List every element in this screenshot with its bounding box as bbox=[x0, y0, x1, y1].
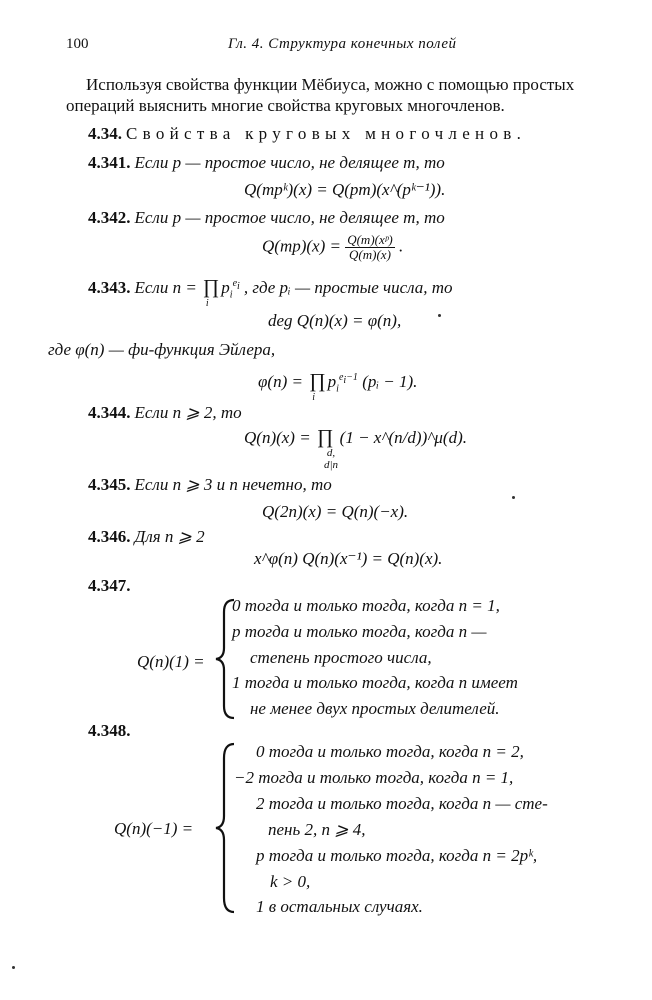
case-line: 1 тогда и только тогда, когда n имеет bbox=[232, 673, 518, 692]
euler-formula bbox=[258, 370, 418, 403]
case-line: степень простого числа, bbox=[250, 648, 432, 667]
prop-4-343 bbox=[88, 276, 453, 309]
formula-4-347-lhs: Q(n)(1) = bbox=[137, 652, 205, 671]
case-line: p тогда и только тогда, когда n = 2pᵏ, bbox=[256, 846, 538, 865]
prop-4-344 bbox=[88, 403, 242, 423]
prop-4-342 bbox=[88, 208, 445, 228]
product-symbol: ∏ i bbox=[202, 276, 220, 309]
intro-line-2: операций выяснить многие свойства круговых многочленов. bbox=[66, 96, 505, 115]
scan-speck bbox=[12, 966, 15, 969]
euler-line: где φ(n) — фи-функция Эйлера, bbox=[48, 340, 276, 359]
prop-number: 4.343. bbox=[88, 278, 131, 297]
product-symbol: ∏ i bbox=[309, 370, 326, 403]
scan-speck bbox=[512, 496, 515, 499]
case-line: 2 тогда и только тогда, когда n — сте- bbox=[256, 794, 548, 813]
case-line: 0 тогда и только тогда, когда n = 2, bbox=[256, 742, 524, 761]
denominator: Q(m)(x) bbox=[349, 247, 391, 262]
case-line: не менее двух простых делителей. bbox=[250, 699, 500, 718]
scan-speck bbox=[438, 314, 441, 317]
case-line: k > 0, bbox=[270, 872, 311, 891]
formula-4-342 bbox=[262, 233, 403, 262]
fraction bbox=[345, 233, 395, 262]
period: . bbox=[399, 236, 404, 256]
case-line: 0 тогда и только тогда, когда n = 1, bbox=[232, 596, 500, 615]
prop-4-345 bbox=[88, 475, 332, 495]
prop-text-b: , где pᵢ — простые числа, то bbox=[243, 278, 453, 297]
prop-4-346 bbox=[88, 527, 205, 547]
left-brace-icon bbox=[212, 598, 242, 720]
prop-number-4-347: 4.347. bbox=[88, 576, 131, 595]
prop-4-341 bbox=[88, 153, 445, 173]
prop-number-4-348: 4.348. bbox=[88, 721, 131, 740]
case-line: −2 тогда и только тогда, когда n = 1, bbox=[234, 768, 514, 787]
formula-4-344 bbox=[244, 428, 467, 448]
formula-4-345: Q(2n)(x) = Q(n)(−x). bbox=[262, 502, 409, 521]
formula-rhs: (1 − x^(n/d))^μ(d). bbox=[339, 428, 468, 447]
prop-text: Для n ⩾ 2 bbox=[134, 527, 205, 546]
prop-number: 4.342. bbox=[88, 208, 131, 227]
page-number: 100 bbox=[66, 36, 89, 52]
formula-4-346: x^φ(n) Q(n)(x⁻¹) = Q(n)(x). bbox=[254, 549, 443, 568]
running-title: Гл. 4. Структура конечных полей bbox=[228, 36, 457, 52]
product-term: $p_i^{e_i-1}$ bbox=[327, 372, 358, 395]
case-line: 1 в остальных случаях. bbox=[256, 897, 423, 916]
euler-lhs: φ(n) = bbox=[258, 372, 303, 391]
prop-text: Если p — простое число, не делящее m, то bbox=[134, 153, 445, 172]
prop-text: Если n ⩾ 2, то bbox=[134, 403, 242, 422]
prop-text: Если p — простое число, не делящее m, то bbox=[134, 208, 445, 227]
section-number: 4.34. bbox=[88, 124, 122, 143]
prop-text: Если n ⩾ 3 и n нечетно, то bbox=[134, 475, 332, 494]
prop-number: 4.346. bbox=[88, 527, 131, 546]
prop-number: 4.341. bbox=[88, 153, 131, 172]
prop-text-a: Если n = bbox=[134, 278, 197, 297]
formula-lhs: Q(mp)(x) = bbox=[262, 236, 341, 256]
limit-2: d|n bbox=[324, 459, 339, 471]
section-title: Свойства круговых многочленов. bbox=[126, 124, 527, 143]
prop-number: 4.344. bbox=[88, 403, 131, 422]
case-line: p тогда и только тогда, когда n — bbox=[232, 622, 487, 641]
numerator: Q(m)(xᵖ) bbox=[347, 232, 393, 247]
section-heading bbox=[88, 124, 526, 144]
case-line: пень 2, n ⩾ 4, bbox=[268, 820, 366, 839]
intro-line-1: Используя свойства функции Мёбиуса, можно с помощью простых bbox=[86, 75, 575, 94]
limit-1: d, bbox=[326, 447, 336, 459]
product-symbol: ∏ bbox=[316, 426, 334, 448]
product-term: $p_i^{e_i}$ bbox=[221, 278, 240, 301]
formula-4-341: Q(mpᵏ)(x) = Q(pm)(x^(pᵏ⁻¹)). bbox=[244, 180, 446, 199]
formula-lhs: Q(n)(x) = bbox=[244, 428, 311, 447]
formula-4-343: deg Q(n)(x) = φ(n), bbox=[268, 311, 402, 330]
prop-number: 4.345. bbox=[88, 475, 131, 494]
euler-rhs: (pᵢ − 1). bbox=[362, 372, 418, 391]
formula-4-348-lhs: Q(n)(−1) = bbox=[114, 819, 194, 838]
product-limits bbox=[324, 447, 338, 471]
